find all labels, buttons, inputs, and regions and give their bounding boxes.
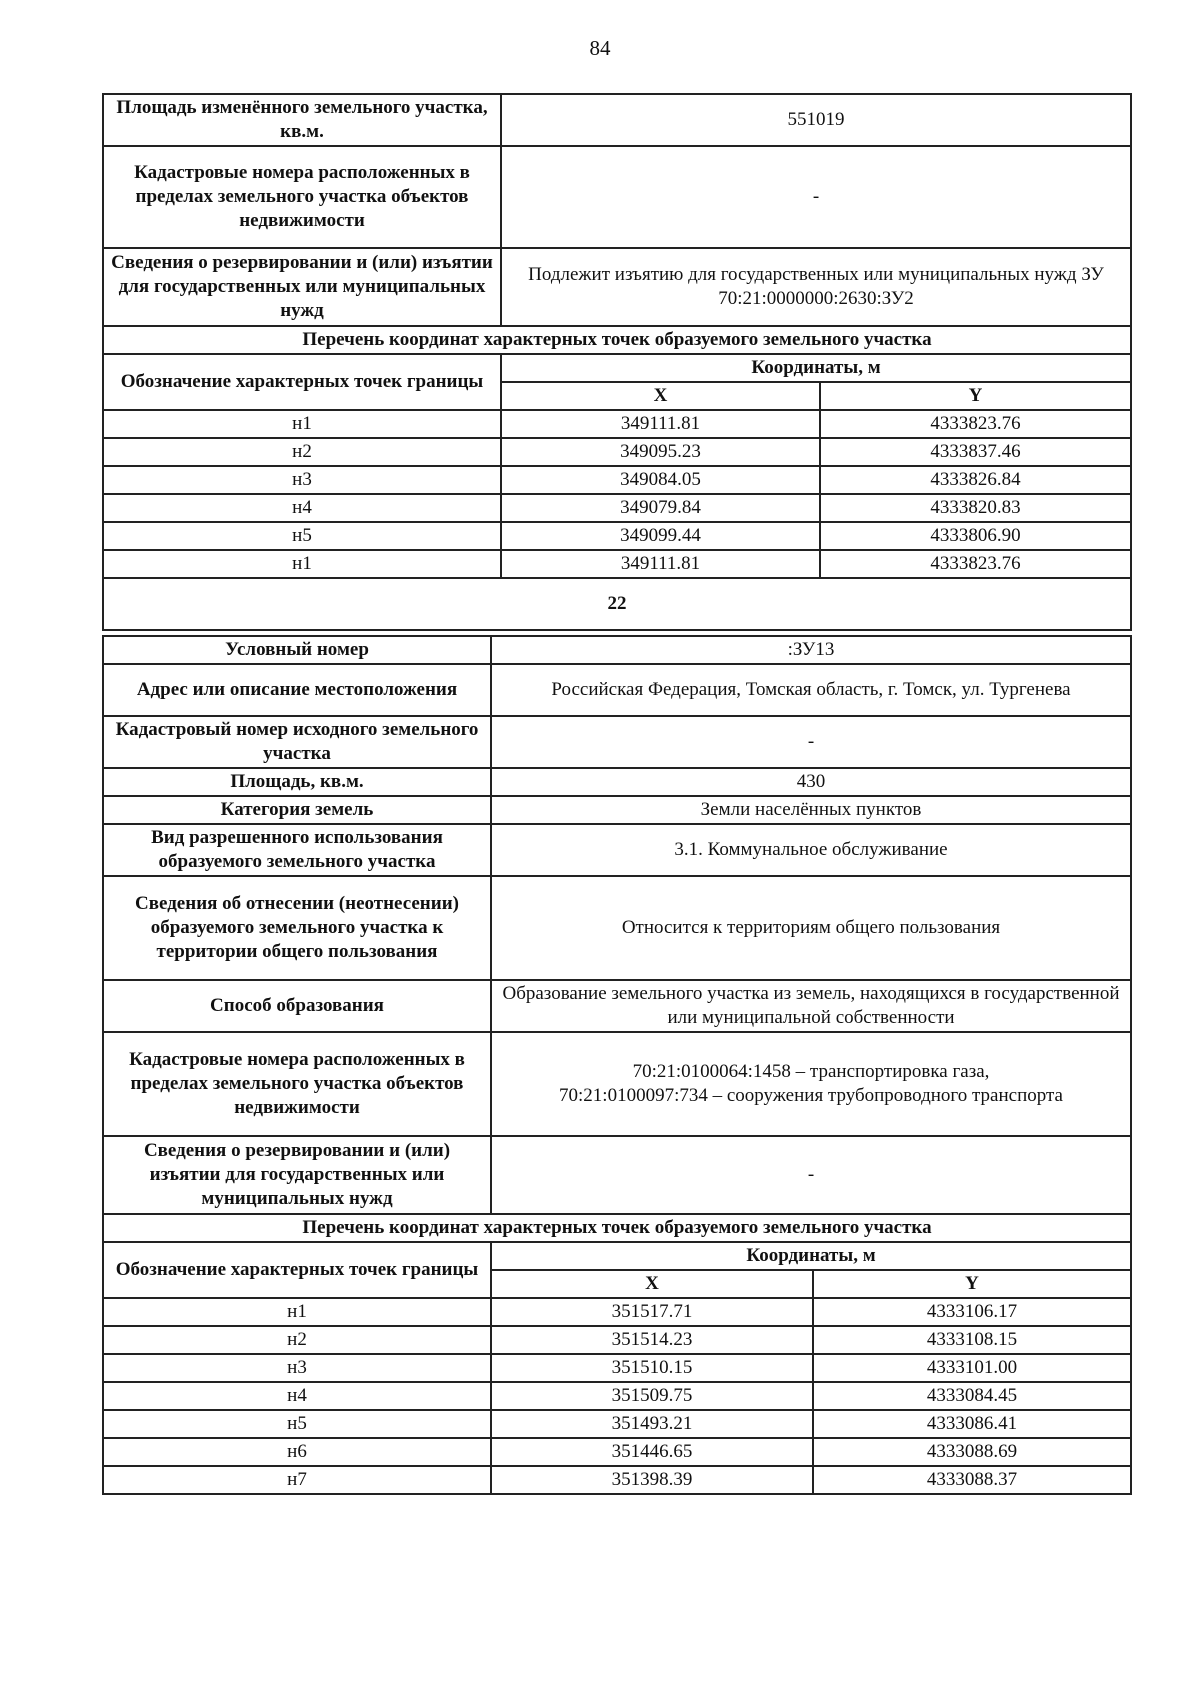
x-value: 351398.39 <box>491 1466 813 1494</box>
coord-row <box>103 438 1131 466</box>
x-value: 351509.75 <box>491 1382 813 1410</box>
coord-row <box>103 522 1131 550</box>
point-label: н3 <box>103 466 501 494</box>
y-value: 4333108.15 <box>813 1326 1131 1354</box>
land-plot-table-continued <box>102 93 1132 631</box>
y-value: 4333823.76 <box>820 550 1131 578</box>
table-row <box>103 664 1131 716</box>
table-row <box>103 146 1131 248</box>
x-value: 351493.21 <box>491 1410 813 1438</box>
point-label: н4 <box>103 494 501 522</box>
coord-row <box>103 494 1131 522</box>
row-label: Условный номер <box>103 636 491 664</box>
row-value: Российская Федерация, Томская область, г. Томск, ул. Тургенева <box>491 664 1131 716</box>
row-label: Кадастровые номера расположенных в пределах земельного участка объектов недвижимости <box>103 146 501 248</box>
point-label: н3 <box>103 1354 491 1382</box>
coord-row <box>103 1354 1131 1382</box>
coord-row <box>103 1466 1131 1494</box>
row-value: 3.1. Коммунальное обслуживание <box>491 824 1131 876</box>
table-row <box>103 980 1131 1032</box>
y-header: Y <box>813 1270 1131 1298</box>
coords-header: Координаты, м <box>501 354 1131 382</box>
coords-header-row <box>103 354 1131 382</box>
cadastral-line: 70:21:0100097:734 – сооружения трубопроводного транспорта <box>559 1085 1063 1106</box>
table-row <box>103 1032 1131 1136</box>
point-label: н2 <box>103 1326 491 1354</box>
point-label: н5 <box>103 1410 491 1438</box>
y-value: 4333826.84 <box>820 466 1131 494</box>
coords-list <box>103 1298 1131 1494</box>
x-value: 349111.81 <box>501 410 820 438</box>
row-label: Кадастровый номер исходного земельного участка <box>103 716 491 768</box>
coords-title-row <box>103 1214 1131 1242</box>
table-row <box>103 876 1131 980</box>
row-label: Вид разрешенного использования образуемого земельного участка <box>103 824 491 876</box>
y-value: 4333823.76 <box>820 410 1131 438</box>
coord-row <box>103 1298 1131 1326</box>
point-label: н7 <box>103 1466 491 1494</box>
y-value: 4333086.41 <box>813 1410 1131 1438</box>
x-value: 351446.65 <box>491 1438 813 1466</box>
row-label: Адрес или описание местоположения <box>103 664 491 716</box>
table-row <box>103 636 1131 664</box>
coord-row <box>103 1382 1131 1410</box>
point-label: н4 <box>103 1382 491 1410</box>
y-value: 4333106.17 <box>813 1298 1131 1326</box>
point-label: н6 <box>103 1438 491 1466</box>
table-row <box>103 716 1131 768</box>
row-label: Сведения о резервировании и (или) изъятии для государственных или муниципальных нужд <box>103 248 501 326</box>
x-header: X <box>501 382 820 410</box>
row-value: - <box>501 146 1131 248</box>
table-row <box>103 824 1131 876</box>
x-value: 351510.15 <box>491 1354 813 1382</box>
land-plot-table-22 <box>102 635 1132 1495</box>
coords-title: Перечень координат характерных точек образуемого земельного участка <box>103 326 1131 354</box>
x-header: X <box>491 1270 813 1298</box>
row-label: Площадь, кв.м. <box>103 768 491 796</box>
row-value: Земли населённых пунктов <box>491 796 1131 824</box>
coords-title-row <box>103 326 1131 354</box>
x-value: 349095.23 <box>501 438 820 466</box>
y-value: 4333837.46 <box>820 438 1131 466</box>
y-header: Y <box>820 382 1131 410</box>
cadastral-line: 70:21:0100064:1458 – транспортировка газа, <box>632 1061 990 1082</box>
row-value: 430 <box>491 768 1131 796</box>
section-number: 22 <box>103 578 1131 630</box>
x-value: 349084.05 <box>501 466 820 494</box>
coord-row <box>103 466 1131 494</box>
y-value: 4333820.83 <box>820 494 1131 522</box>
row-label: Способ образования <box>103 980 491 1032</box>
table-row <box>103 768 1131 796</box>
points-header: Обозначение характерных точек границы <box>103 1242 491 1298</box>
coord-row <box>103 1438 1131 1466</box>
row-label: Сведения об отнесении (неотнесении) образуемого земельного участка к территории общего пользования <box>103 876 491 980</box>
page-number: 84 <box>589 36 611 60</box>
reserve-label: Сведения о резервировании и (или) изъятии для государственных или муниципальных нужд <box>103 1136 491 1214</box>
row-value: Относится к территориям общего пользования <box>491 876 1131 980</box>
x-value: 349099.44 <box>501 522 820 550</box>
point-label: н5 <box>103 522 501 550</box>
x-value: 351514.23 <box>491 1326 813 1354</box>
coord-row <box>103 1410 1131 1438</box>
coord-row <box>103 550 1131 578</box>
coord-row <box>103 1326 1131 1354</box>
table-row <box>103 94 1131 146</box>
y-value: 4333101.00 <box>813 1354 1131 1382</box>
point-label: н1 <box>103 1298 491 1326</box>
cadastral-label: Кадастровые номера расположенных в пределах земельного участка объектов недвижимости <box>103 1032 491 1136</box>
row-label: Площадь изменённого земельного участка, кв.м. <box>103 94 501 146</box>
x-value: 349111.81 <box>501 550 820 578</box>
row-value: Подлежит изъятию для государственных или муниципальных нужд ЗУ 70:21:0000000:2630:ЗУ2 <box>501 248 1131 326</box>
x-value: 351517.71 <box>491 1298 813 1326</box>
y-value: 4333088.69 <box>813 1438 1131 1466</box>
coords-list <box>103 410 1131 578</box>
y-value: 4333806.90 <box>820 522 1131 550</box>
coords-header: Координаты, м <box>491 1242 1131 1270</box>
section-number-row <box>103 578 1131 630</box>
row-value: - <box>491 716 1131 768</box>
table-row <box>103 1136 1131 1214</box>
coords-header-row <box>103 1242 1131 1270</box>
row-value: Образование земельного участка из земель, находящихся в государственной или муниципальной собственности <box>491 980 1131 1032</box>
y-value: 4333088.37 <box>813 1466 1131 1494</box>
x-value: 349079.84 <box>501 494 820 522</box>
table-row <box>103 248 1131 326</box>
points-header: Обозначение характерных точек границы <box>103 354 501 410</box>
row-value: 551019 <box>501 94 1131 146</box>
coords-title: Перечень координат характерных точек образуемого земельного участка <box>103 1214 1131 1242</box>
reserve-value: - <box>491 1136 1131 1214</box>
table-row <box>103 796 1131 824</box>
row-label: Категория земель <box>103 796 491 824</box>
row-value: :ЗУ13 <box>491 636 1131 664</box>
point-label: н1 <box>103 410 501 438</box>
y-value: 4333084.45 <box>813 1382 1131 1410</box>
coord-row <box>103 410 1131 438</box>
point-label: н2 <box>103 438 501 466</box>
point-label: н1 <box>103 550 501 578</box>
cadastral-value <box>491 1032 1131 1136</box>
